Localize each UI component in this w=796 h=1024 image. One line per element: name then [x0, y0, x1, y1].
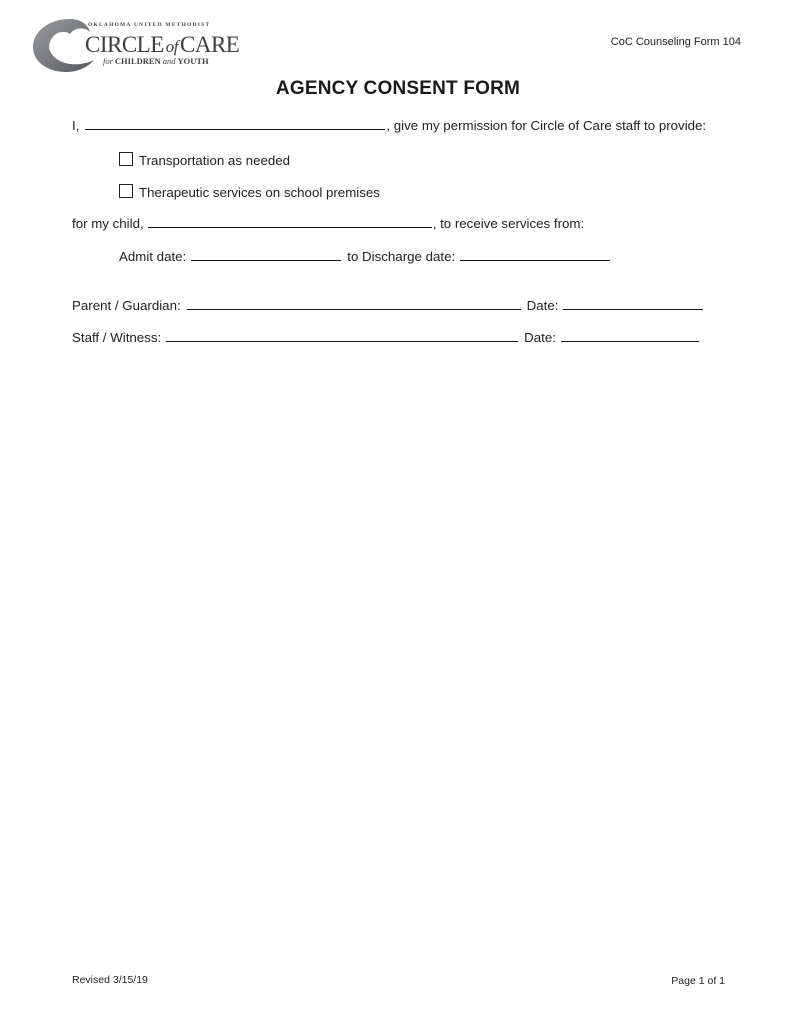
dates-line [119, 249, 611, 264]
parent-signature-field[interactable] [187, 298, 521, 310]
revised-date: Revised 3/15/19 [72, 974, 148, 986]
page-number: Page 1 of 1 [671, 975, 725, 987]
heart-circle-icon [30, 16, 240, 74]
svg-text:forCHILDRENandYOUTH: for CHILDREN and YOUTH [103, 56, 209, 66]
discharge-date-label: to Discharge date: [347, 249, 456, 264]
name-field[interactable] [85, 118, 385, 130]
svg-text:OKLAHOMA UNITED METHODIST: OKLAHOMA UNITED METHODIST [88, 22, 211, 28]
consent-line [72, 118, 706, 133]
option-label: Therapeutic services on school premises [139, 185, 380, 200]
circle-of-care-logo [30, 16, 240, 74]
discharge-date-field[interactable] [460, 249, 610, 261]
svg-text:CIRCLEofCARE: CIRCLE ofCARE [85, 32, 240, 57]
consent-prefix: I, [72, 118, 80, 133]
child-prefix: for my child, [72, 216, 144, 231]
transportation-checkbox[interactable] [119, 152, 133, 166]
staff-label: Staff / Witness: [72, 330, 162, 345]
date-label: Date: [526, 298, 559, 313]
therapeutic-checkbox[interactable] [119, 184, 133, 198]
option-therapeutic[interactable] [119, 183, 380, 200]
staff-date-field[interactable] [561, 330, 699, 342]
child-suffix: , to receive services from: [432, 216, 585, 231]
date-label: Date: [524, 330, 556, 345]
child-line [72, 216, 584, 231]
parent-date-field[interactable] [563, 298, 703, 310]
parent-label: Parent / Guardian: [72, 298, 181, 313]
parent-signature-line [72, 298, 704, 313]
staff-signature-field[interactable] [166, 330, 518, 342]
option-transportation[interactable] [119, 151, 290, 168]
admit-date-field[interactable] [191, 249, 341, 261]
page-title: AGENCY CONSENT FORM [275, 78, 521, 99]
admit-date-label: Admit date: [119, 249, 187, 264]
option-label: Transportation as needed [139, 153, 291, 168]
child-name-field[interactable] [148, 216, 432, 228]
consent-suffix: , give my permission for Circle of Care staff to provide: [386, 118, 707, 133]
form-number: CoC Counseling Form 104 [610, 36, 741, 48]
staff-signature-line [72, 330, 700, 345]
